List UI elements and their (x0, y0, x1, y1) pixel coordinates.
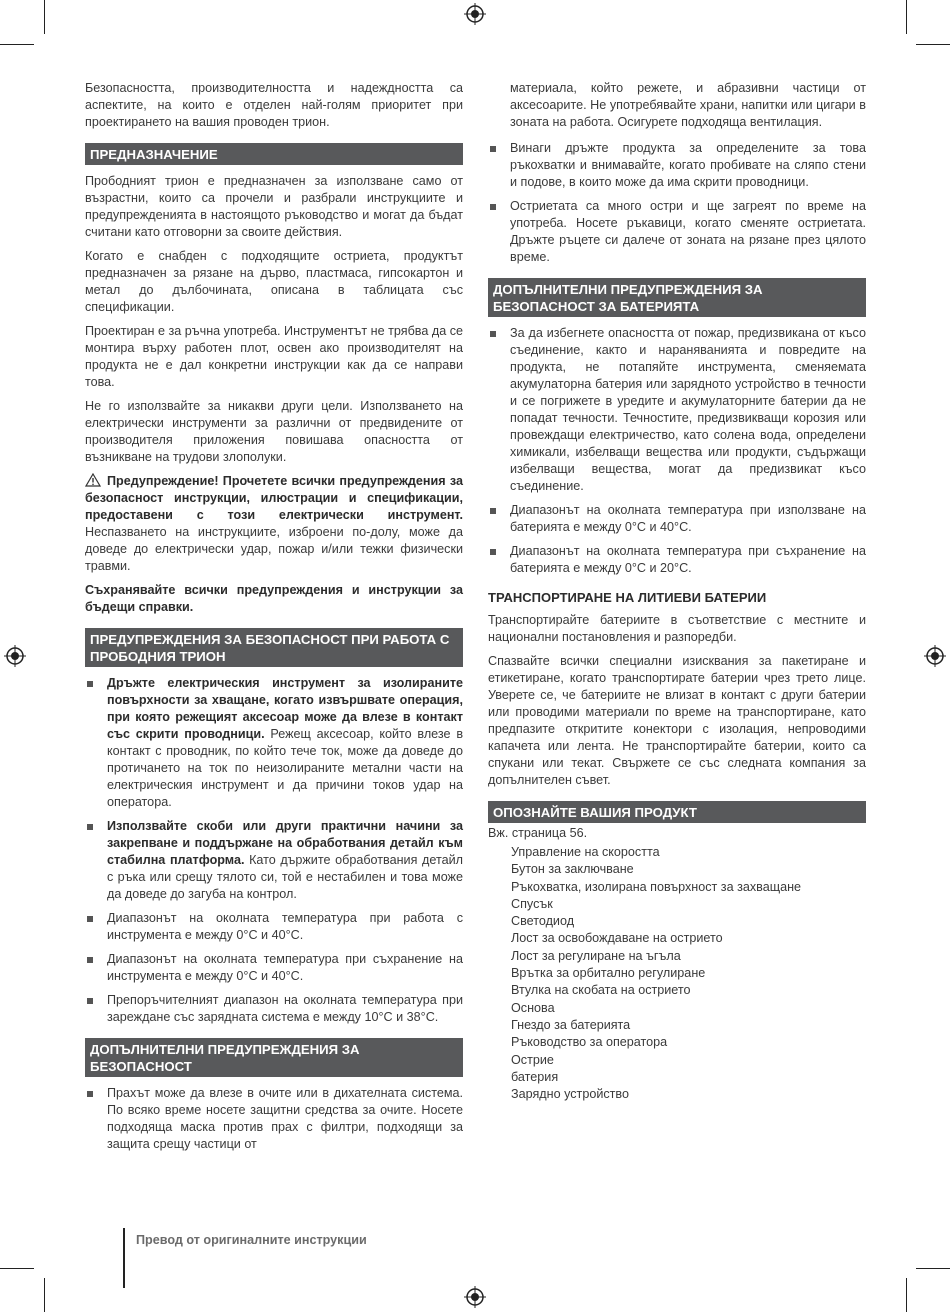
purpose-paragraph-3: Проектиран е за ръчна употреба. Инструментът не трябва да се монтира върху работен плот, освен ако производителят на продукта не е дал конкретни инструкции как да се направи това. (85, 324, 463, 389)
intro-paragraph: Безопасността, производителността и надеждността са аспектите, на които е отделен най-голям приоритет при проектирането на вашия проводен трион. (85, 81, 463, 129)
list-item: Ръкохватка, изолирана повърхност за захващане (511, 879, 802, 894)
bullet-square-icon (490, 331, 496, 337)
registration-mark-top-icon (464, 3, 486, 25)
bullet-bold-text: Използвайте скоби или други практични начини за закрепване и поддържане на обработвания детайл към стабилна платформа. (107, 819, 463, 867)
bullet-text: материала, който режете, и абразивни частици от аксесоарите. Не употребявайте храни, напитки или цигари в зоната на работа. Осигурете подходяща вентилация. (510, 81, 866, 129)
bullet-text: Препоръчителният диапазон на околната температура при зареждане със зарядната система е между 10°C и 38°C. (107, 993, 463, 1024)
crop-mark-bottom-left-h (0, 1268, 34, 1269)
additional-bullet-list (85, 1085, 463, 1153)
registration-mark-left-icon (4, 645, 26, 667)
crop-mark-top-left-h (0, 44, 34, 45)
list-item: Гнездо за батерията (511, 1017, 631, 1032)
footer-text: Превод от оригиналните инструкции (136, 1233, 367, 1247)
list-item: Светодиод (511, 914, 575, 929)
left-column (85, 80, 463, 1160)
section-heading-safety-warnings: ПРЕДУПРЕЖДЕНИЯ ЗА БЕЗОПАСНОСТ ПРИ РАБОТА С ПРОБОДНИЯ ТРИОН (85, 628, 463, 667)
list-item (85, 1085, 463, 1153)
list-item: Бутон за заключване (511, 862, 634, 877)
bullet-text: Прахът може да влезе в очите или в дихателната система. По всяко време носете защитни средства за очите. Носете подходяща маска против прах с филтри, подходящи за защита срещу частици от (107, 1086, 463, 1151)
bullet-square-icon (490, 146, 496, 152)
bullet-text: Като държите обработвания детайл с ръка или срещу тялото си, той е нестабилен и това може да доведе до загуба на контрол. (107, 853, 463, 901)
bullet-square-icon (87, 824, 93, 830)
purpose-paragraph-1: Прободният трион е предназначен за използване само от възрастни, които са прочели и разбрали инструкциите и предупрежденията в настоящото ръководство и могат да бъдат считани като отговорни за своите действия. (85, 174, 463, 239)
list-item: Основа (511, 1000, 555, 1015)
warning-rest-text: Неспазването на инструкциите, изброени по-долу, може да доведе до електрически удар, пожар и/или тежки физически травми. (85, 525, 463, 573)
list-item (85, 675, 463, 811)
transport-paragraph-2: Спазвайте всички специални изисквания за пакетиране и етикетиране, когато транспортирате батерии чрез трето лице. Уверете се, че батериите не влизат в контакт с други батерии или проводими материали по време на транспортиране, като предпазите откритите конектори с изолация, непроводими капачета или лента. Не транспортирайте батерии, които са спукани или текат. Свържете се със следната компания за допълнителен съвет. (488, 654, 866, 787)
list-item: Врътка за орбитално регулиране (511, 966, 706, 981)
list-item: Зарядно устройство (511, 1087, 629, 1102)
footer-rule (123, 1228, 125, 1288)
registration-mark-right-icon (924, 645, 946, 667)
parts-list (511, 844, 866, 1103)
list-item (85, 951, 463, 985)
bullet-text: Диапазонът на околната температура при използване на батерията е между 0°C и 40°C. (510, 503, 866, 534)
bullet-square-icon (87, 957, 93, 963)
keep-instructions-note (85, 582, 463, 616)
bullet-square-icon (490, 508, 496, 514)
list-item (488, 198, 866, 266)
registration-mark-bottom-icon (464, 1286, 486, 1308)
bullet-square-icon (87, 1091, 93, 1097)
list-item: батерия (511, 1069, 559, 1084)
list-item (85, 910, 463, 944)
section-heading-know-your-product: ОПОЗНАЙТЕ ВАШИЯ ПРОДУКТ (488, 801, 866, 823)
purpose-paragraph-4: Не го използвайте за никакви други цели. Използването на електрически инструменти за различни от предвидените от производителя приложения повишава опасността от възникване на трудови злополуки. (85, 399, 463, 464)
crop-mark-top-right-h (916, 44, 950, 45)
keep-instructions-text: Съхранявайте всички предупреждения и инструкции за бъдещи справки. (85, 583, 463, 614)
crop-mark-bottom-right-h (916, 1268, 950, 1269)
list-item (488, 543, 866, 577)
crop-mark-top-right (906, 0, 907, 34)
bullet-text: Режещ аксесоар, който влезе в контакт с проводник, по който тече ток, може да доведе до протичането на ток по неизолираните метални части на електрическия инструмент и да причини токов удар на оператора. (107, 727, 464, 809)
list-item (85, 992, 463, 1026)
list-item: Втулка на скобата на острието (511, 983, 691, 998)
see-page-reference: Вж. страница 56. (488, 826, 588, 840)
purpose-paragraph-2: Когато е снабден с подходящите остриета, продуктът предназначен за рязане на дърво, пластмаса, гипсокартон и метал до дълбочината, описана в таблицата със спецификации. (85, 249, 463, 314)
bullet-square-icon (490, 204, 496, 210)
warning-triangle-icon (85, 473, 101, 487)
list-item-continued (488, 80, 866, 131)
list-item (85, 818, 463, 903)
crop-mark-bottom-right (906, 1278, 907, 1312)
transport-paragraph-1: Транспортирайте батериите в съответствие с местните и национални постановления и разпоредби. (488, 613, 866, 644)
list-item: Управление на скоростта (511, 845, 660, 859)
list-item: Лост за регулиране на ъгъла (511, 948, 681, 963)
list-item: Лост за освобождаване на острието (511, 931, 723, 946)
section-heading-battery-warnings: ДОПЪЛНИТЕЛНИ ПРЕДУПРЕЖДЕНИЯ ЗА БЕЗОПАСНОСТ ЗА БАТЕРИЯТА (488, 278, 866, 317)
section-heading-additional-warnings: ДОПЪЛНИТЕЛНИ ПРЕДУПРЕЖДЕНИЯ ЗА БЕЗОПАСНОСТ (85, 1038, 463, 1077)
continued-bullet-list (488, 80, 866, 266)
list-item: Острие (511, 1052, 554, 1067)
crop-mark-bottom-left (44, 1278, 45, 1312)
list-item: Ръководство за оператора (511, 1035, 668, 1050)
bullet-square-icon (490, 549, 496, 555)
list-item (488, 502, 866, 536)
warning-paragraph (85, 473, 463, 575)
right-column (488, 80, 866, 1103)
bullet-text: Диапазонът на околната температура при съхранение на батерията е между 0°C и 20°C. (510, 544, 866, 575)
safety-bullet-list (85, 675, 463, 1026)
bullet-square-icon (87, 998, 93, 1004)
warning-bold-text: Предупреждение! Прочетете всички предупреждения за безопасност инструкции, илюстрации и спецификации, предоставени с този електрически инструмент. (85, 474, 463, 522)
bullet-text: Остриетата са много остри и ще загреят по време на употреба. Носете ръкавици, когато сменяте остриетата. Дръжте ръцете си далече от зоната на рязане през цялото време. (510, 199, 866, 264)
list-item: Спусък (511, 896, 553, 911)
bullet-square-icon (87, 916, 93, 922)
bullet-square-icon (87, 681, 93, 687)
battery-bullet-list (488, 325, 866, 577)
bullet-text: За да избегнете опасността от пожар, предизвикана от късо съединение, както и нараняванията и повредите на продукта, не потапяйте инструмента, сменяемата акумулаторна батерия или зарядното устройство в течности и се погрижете в уредите и акумулаторните батерии да не попадат течности. Течностите, предизвикващи корозия или провеждащи електричество, като солена вода, определени химикали, избелващи вещества или продукти, съдържащи избелващи вещества, могат да предизвикат късо съединение. (510, 326, 866, 493)
section-heading-purpose: ПРЕДНАЗНАЧЕНИЕ (85, 143, 463, 165)
subheading-transport: ТРАНСПОРТИРАНЕ НА ЛИТИЕВИ БАТЕРИИ (488, 590, 767, 605)
bullet-text: Диапазонът на околната температура при работа с инструмента е между 0°C и 40°C. (107, 911, 463, 942)
bullet-text: Винаги дръжте продукта за определените за това ръкохватки и внимавайте, когато пробивате на сляпо стени и подове, в които може да има скрити проводници. (510, 141, 866, 189)
crop-mark-top-left (44, 0, 45, 34)
bullet-bold-text: Дръжте електрическия инструмент за изолираните повърхности за хващане, когато извършвате операция, при която режещият аксесоар може да влезе в контакт със скрити проводници. (107, 676, 463, 741)
list-item (488, 325, 866, 495)
bullet-text: Диапазонът на околната температура при съхранение на инструмента е между 0°C и 40°C. (107, 952, 463, 983)
list-item (488, 140, 866, 191)
